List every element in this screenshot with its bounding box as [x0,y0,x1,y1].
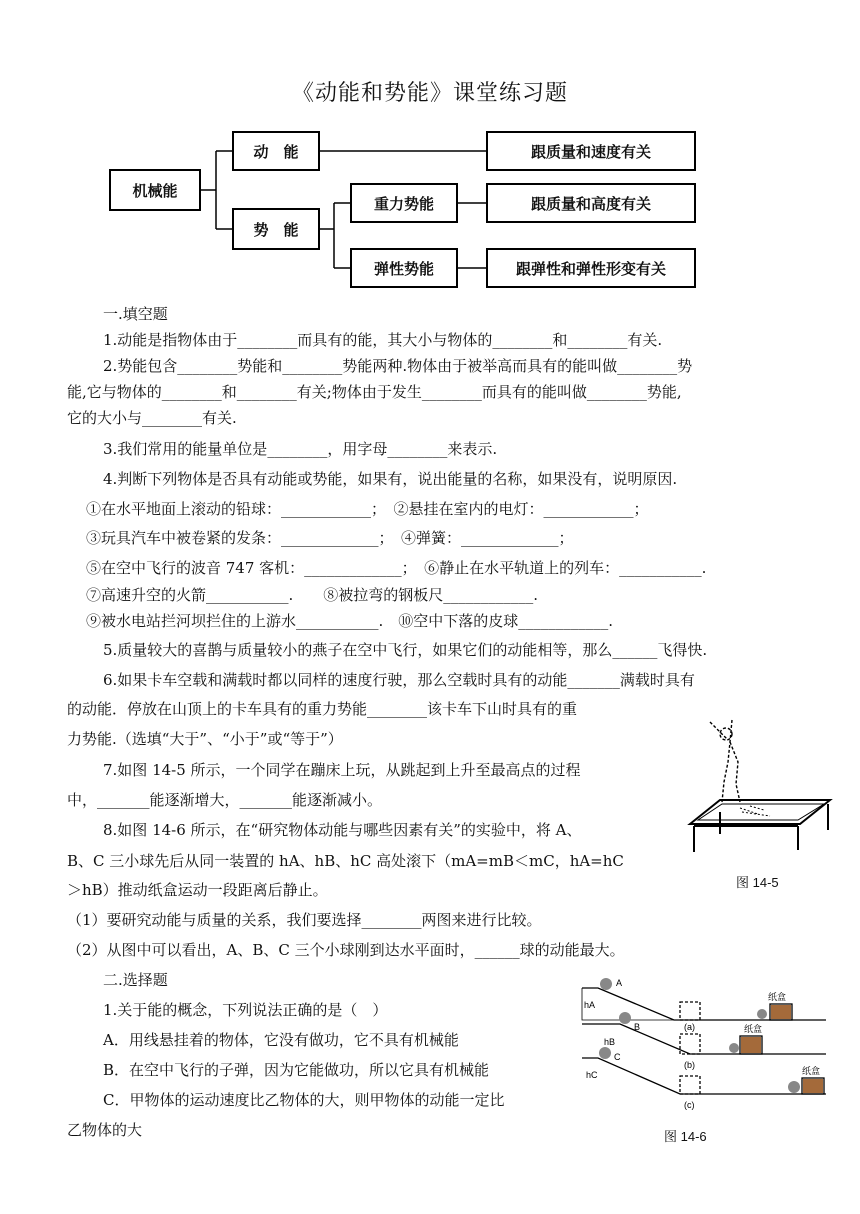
question-line: C．甲物体的运动速度比乙物体的大，则甲物体的动能一定比 [103,1091,505,1109]
question-line: ＞hB）推动纸盒运动一段距离后静止。 [67,881,328,899]
question-line: 2.势能包含________势能和________势能两种.物体由于被举高而具有的能叫做________势 [103,357,693,375]
question-line: B、C 三小球先后从同一装置的 hA、hB、hC 高处滚下（mA=mB＜mC，hA=hC [67,852,624,870]
section-heading-fill: 一.填空题 [103,305,168,323]
question-line: 5.质量较大的喜鹊与质量较小的燕子在空中飞行，如果它们的动能相等，那么______飞得快. [103,641,708,659]
page-title: 《动能和势能》课堂练习题 [291,81,568,106]
label-c: (c) [684,1100,695,1110]
node-gravitational-pe: 重力势能 [350,183,458,223]
question-line: ③玩具汽车中被卷紧的发条：_____________； ④弹簧：_____________； [86,529,574,547]
question-line: 能,它与物体的________和________有关;物体由于发生________而具有的能叫做________势能, [67,383,682,401]
node-mechanical-energy: 机械能 [109,169,201,211]
label-hA: hA [584,1000,596,1010]
question-line: ①在水平地面上滚动的铅球：____________； ②悬挂在室内的电灯：____________； [86,500,649,518]
question-line: ⑨被水电站拦河坝拦住的上游水___________. ⑩空中下落的皮球____________. [86,612,614,630]
label-A: A [616,978,623,988]
question-line: 它的大小与________有关. [67,409,237,427]
label-box-a: 纸盒 [768,992,787,1002]
question-line: ⑤在空中飞行的波音 747 客机：_____________； ⑥静止在水平轨道上的列车：___________. [86,559,707,577]
question-line: 1.关于能的概念，下列说法正确的是（ ） [103,1001,388,1019]
question-line: 力势能.（选填“大于”、“小于”或“等于”） [67,730,343,748]
question-line: 7.如图 14-5 所示，一个同学在蹦床上玩，从跳起到上升至最高点的过程 [103,761,581,779]
question-line: A．用线悬挂着的物体，它没有做功，它不具有机械能 [103,1031,459,1049]
question-line: （1）要研究动能与质量的关系，我们要选择________两图来进行比较。 [67,911,542,929]
question-line: （2）从图中可以看出，A、B、C 三个小球刚到达水平面时，______球的动能最大。 [67,941,625,959]
figure-14-6-caption: 图 14-6 [664,1129,707,1144]
diagram-connectors [0,0,860,300]
question-line: 6.如果卡车空载和满载时都以同样的速度行驶，那么空载时具有的动能_______满载时具有 [103,671,695,689]
node-potential-energy: 势 能 [232,208,320,250]
question-line: 乙物体的大 [67,1121,143,1139]
label-hB: hB [604,1037,616,1047]
node-gravity-desc: 跟质量和高度有关 [486,183,696,223]
label-C: C [614,1052,621,1062]
label-hC: hC [586,1070,598,1080]
question-line: 3.我们常用的能量单位是________，用字母________来表示. [103,440,498,458]
label-box-c: 纸盒 [802,1066,821,1076]
ramp-experiment-figure [580,974,830,1119]
figure-14-5-caption: 图 14-5 [736,875,779,890]
question-line: ⑦高速升空的火箭___________. ⑧被拉弯的钢板尺____________. [86,586,539,604]
label-box-b: 纸盒 [744,1024,763,1034]
question-line: 中，_______能逐渐增大，_______能逐渐减小。 [67,791,383,809]
question-line: B．在空中飞行的子弹，因为它能做功，所以它具有机械能 [103,1061,490,1079]
question-line: 的动能．停放在山顶上的卡车具有的重力势能________该卡车下山时具有的重 [67,700,578,718]
question-line: 8.如图 14-6 所示，在“研究物体动能与哪些因素有关”的实验中，将 A、 [103,821,582,839]
question-line: 4.判断下列物体是否具有动能或势能，如果有，说出能量的名称，如果没有，说明原因. [103,470,678,488]
node-elastic-pe: 弹性势能 [350,248,458,288]
section-heading-choice: 二.选择题 [103,971,168,989]
question-line: 1.动能是指物体由于________而具有的能，其大小与物体的________和________有关. [103,331,663,349]
trampoline-figure [680,712,840,862]
label-B: B [634,1022,641,1032]
node-kinetic-desc: 跟质量和速度有关 [486,131,696,171]
label-a: (a) [684,1022,695,1032]
node-elastic-desc: 跟弹性和弹性形变有关 [486,248,696,288]
label-b: (b) [684,1060,695,1070]
node-kinetic-energy: 动 能 [232,131,320,171]
